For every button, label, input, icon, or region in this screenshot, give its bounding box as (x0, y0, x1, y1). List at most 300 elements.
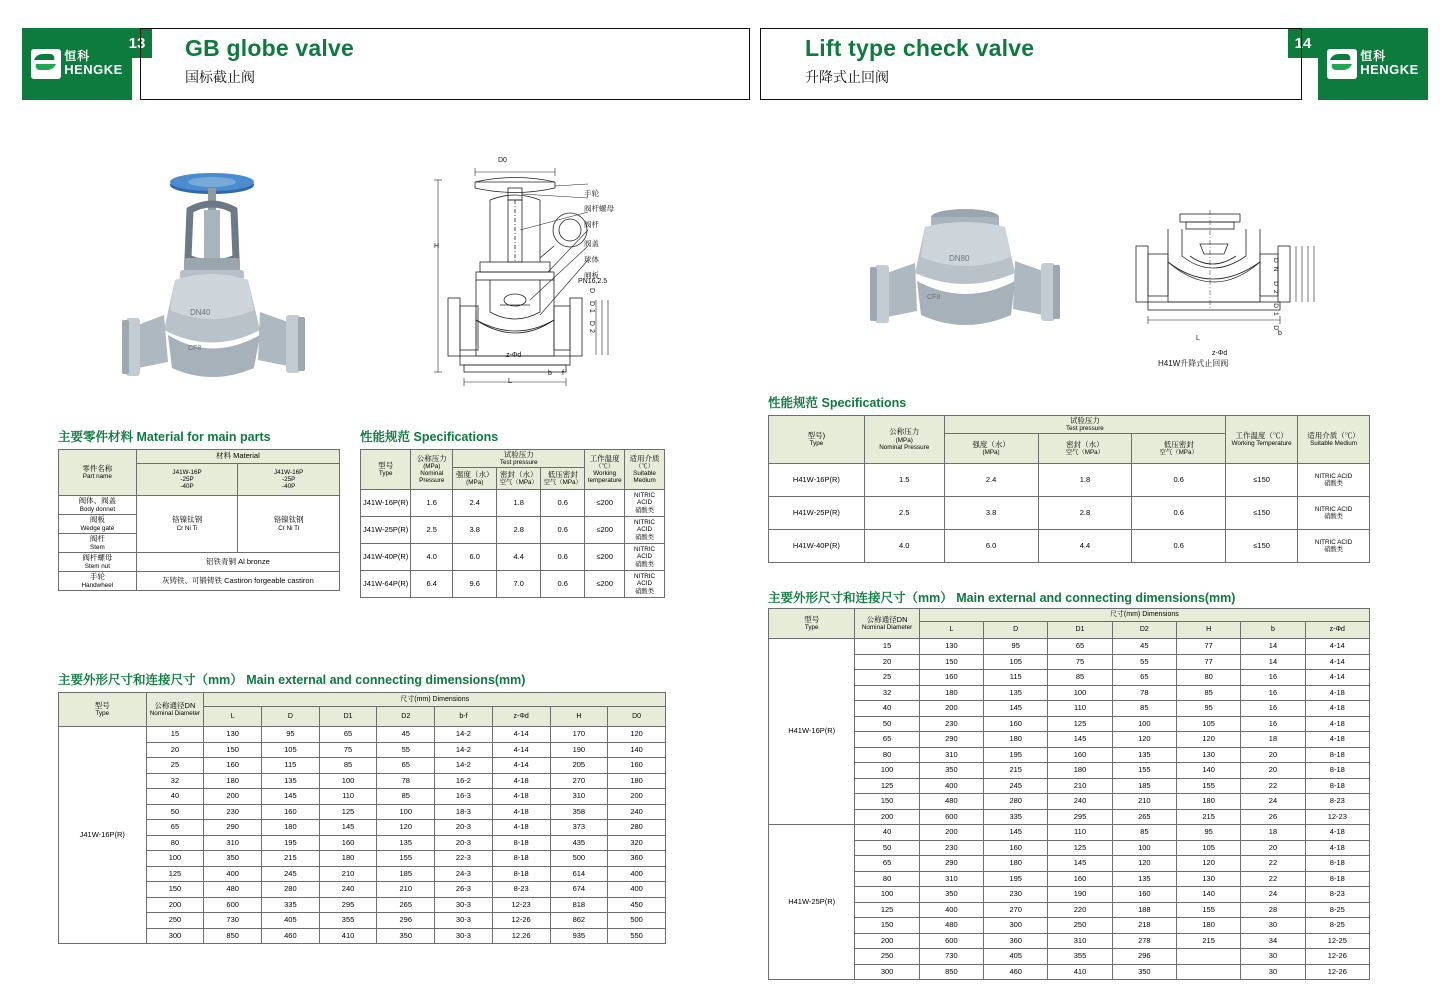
dim-subcol-D2: D2 (1112, 622, 1176, 639)
table-row (769, 887, 1370, 903)
table-row (59, 835, 666, 851)
dim-cell-value: 20 (1241, 747, 1305, 763)
dim-cell-value: 195 (984, 747, 1048, 763)
right-dim-heading-unit: （mm） (905, 591, 953, 605)
dim-cell-value: 140 (608, 742, 666, 758)
spec-cell-low: 0.6 (541, 517, 585, 544)
dim-cell-value: 145 (319, 820, 377, 836)
table-row (769, 530, 1370, 563)
spec-col-np: 公称压力 (MPa) Nominal Pressure (411, 450, 453, 490)
table-row (59, 897, 666, 913)
dim-cell-value: 155 (1176, 778, 1240, 794)
label-d-d1-d2: D D1 D2 (588, 288, 595, 336)
rspec-cell-low: 0.6 (1132, 464, 1226, 497)
dim-cell-value: 8-18 (1305, 778, 1369, 794)
material-row-wedge: 阀板 Wedge gate (59, 515, 137, 534)
dim-cell-value: 30 (1241, 949, 1305, 965)
dim-cell-value: 26 (1241, 809, 1305, 825)
label-d0: D0 (498, 157, 507, 164)
dim-cell-value: 270 (550, 773, 608, 789)
dim-cell-value: 12-26 (1305, 949, 1369, 965)
dim-cell-value: 400 (919, 902, 983, 918)
dim-cell-value: 500 (608, 913, 666, 929)
rspec-col-medium: 适用介质（℃） Suitable Medium (1298, 416, 1370, 464)
dim-cell-value: 135 (377, 835, 435, 851)
dim-cell-value: 78 (1112, 685, 1176, 701)
left-specs-table (360, 449, 665, 598)
dim-cell-value: 935 (550, 928, 608, 944)
label-right-b: b (1278, 330, 1282, 337)
dim-cell-value: 230 (984, 887, 1048, 903)
materials-table (58, 449, 340, 591)
rspec-cell-low: 0.6 (1132, 497, 1226, 530)
dim-cell-value: 8-18 (1305, 856, 1369, 872)
dim-cell-dn: 125 (146, 866, 204, 882)
label-right-zd: z-Φd (1212, 350, 1228, 357)
spec-cell-seal: 4.4 (497, 544, 541, 571)
dim-cell-value: 160 (1048, 747, 1112, 763)
spec-cell-np: 4.0 (411, 544, 453, 571)
dim-cell-value: 30 (1241, 918, 1305, 934)
rspec-cell-seal: 2.8 (1038, 497, 1132, 530)
materials-col-material: 材料 Material (136, 450, 339, 464)
dim-cell-value: 16-3 (435, 789, 493, 805)
dim-cell-value: 12-26 (492, 913, 550, 929)
left-specs-heading-cn: 性能规范 (360, 430, 411, 444)
rdim-col-dn: 公称通径DN Nominal Diameter (855, 609, 919, 639)
table-row (59, 742, 666, 758)
svg-text:CF8: CF8 (927, 294, 941, 301)
dim-cell-value: 95 (1176, 701, 1240, 717)
dim-cell-value: 20 (1241, 763, 1305, 779)
rspec-col-seal: 密封（水） 空气（MPa） (1038, 434, 1132, 464)
right-dimensions-heading (768, 588, 1235, 606)
label-h: H (434, 243, 440, 250)
dim-cell-value: 730 (204, 913, 262, 929)
spec-col-testpressure: 试验压力 Test pressure (453, 450, 585, 468)
dim-cell-dn: 50 (146, 804, 204, 820)
svg-text:DN40: DN40 (190, 308, 211, 317)
dim-cell-value: 280 (984, 794, 1048, 810)
dim-cell-value: 14-2 (435, 727, 493, 743)
dim-subcol-D1: D1 (319, 707, 377, 727)
page-number-left: 13 (122, 28, 152, 58)
dim-cell-value: 78 (377, 773, 435, 789)
dim-cell-value: 185 (377, 866, 435, 882)
dim-cell-value: 210 (1112, 794, 1176, 810)
spec-cell-np: 6.4 (411, 571, 453, 598)
dim-cell-value: 160 (319, 835, 377, 851)
dim-cell-value: 310 (204, 835, 262, 851)
dim-cell-dn: 20 (146, 742, 204, 758)
dim-cell-dn: 200 (855, 933, 919, 949)
table-row (59, 913, 666, 929)
dim-cell-dn: 125 (855, 902, 919, 918)
part-label-ball: 球体 (584, 255, 599, 264)
part-label-handwheel: 手轮 (584, 189, 599, 198)
dim-cell-dn: 40 (146, 789, 204, 805)
dim-cell-value (1176, 949, 1240, 965)
rspec-col-type: 型号) Type (769, 416, 865, 464)
table-row (59, 727, 666, 743)
dim-cell-value: 135 (262, 773, 320, 789)
dim-cell-value: 195 (262, 835, 320, 851)
dim-cell-value: 18-3 (435, 804, 493, 820)
label-zd: z-Φd (506, 352, 522, 359)
dim-cell-value: 28 (1241, 902, 1305, 918)
dim-cell-value: 180 (919, 685, 983, 701)
materials-heading (58, 427, 271, 445)
spec-col-temp: 工作温度 （℃） Working temperature (585, 450, 625, 490)
table-row (769, 871, 1370, 887)
spec-col-seal: 密封（水） 空气（MPa） (497, 468, 541, 490)
dim-cell-value: 4-18 (492, 789, 550, 805)
rspec-cell-low: 0.6 (1132, 530, 1226, 563)
right-dim-heading-cn: 主要外形尺寸和连接尺寸 (768, 591, 906, 605)
dim-cell-value: 12-23 (1305, 809, 1369, 825)
label-pn: PN16,2.5 (578, 278, 608, 285)
dim-cell-value: 4-18 (1305, 701, 1369, 717)
dim-cell-dn: 80 (146, 835, 204, 851)
dim-cell-value: 410 (1048, 964, 1112, 980)
dim-cell-value: 120 (608, 727, 666, 743)
dim-cell-value: 18 (1241, 732, 1305, 748)
spec-cell-seal: 2.8 (497, 517, 541, 544)
dim-cell-value: 160 (919, 670, 983, 686)
table-row (361, 544, 665, 571)
dim-cell-value: 180 (204, 773, 262, 789)
hengke-logo-icon-right (1327, 49, 1357, 79)
dim-cell-value: 110 (319, 789, 377, 805)
title-right-en: Lift type check valve (805, 35, 1035, 61)
dim-cell-value: 4-14 (1305, 654, 1369, 670)
dim-cell-value: 34 (1241, 933, 1305, 949)
dim-cell-value: 296 (1112, 949, 1176, 965)
dim-cell-dn: 200 (146, 897, 204, 913)
table-row (769, 856, 1370, 872)
dim-cell-value: 4-18 (492, 820, 550, 836)
spec-cell-type: J41W-64P(R) (361, 571, 411, 598)
dim-cell-dn: 150 (855, 794, 919, 810)
dim-cell-value: 120 (1112, 856, 1176, 872)
left-dimensions-heading (58, 670, 525, 688)
rspec-cell-temp: ≤150 (1226, 530, 1298, 563)
material-value-stemnut: 铝铁青铜 Al bronze (136, 553, 339, 572)
dim-cell-value: 210 (377, 882, 435, 898)
dim-cell-value: 22 (1241, 856, 1305, 872)
spec-cell-np: 1.6 (411, 490, 453, 517)
dim-cell-value: 77 (1176, 639, 1240, 655)
spec-cell-medium: NITRIC ACID 硝酸类 (625, 517, 665, 544)
dim-cell-value: 77 (1176, 654, 1240, 670)
dim-cell-value: 140 (1176, 763, 1240, 779)
table-row (769, 747, 1370, 763)
dim-cell-dn: 32 (146, 773, 204, 789)
dim-cell-value: 18 (1241, 825, 1305, 841)
dim-cell-value: 818 (550, 897, 608, 913)
dim-cell-dn: 15 (855, 639, 919, 655)
materials-model-b: J41W-16P -25P -40P (238, 464, 340, 496)
dim-cell-value: 170 (550, 727, 608, 743)
material-row-handwheel: 手轮 Handwheel (59, 572, 137, 591)
dim-cell-value: 145 (984, 825, 1048, 841)
dim-cell-value: 200 (919, 825, 983, 841)
spec-cell-type: J41W-16P(R) (361, 490, 411, 517)
spec-cell-temp: ≤200 (585, 544, 625, 571)
rspec-col-temp: 工作温度（℃） Working Temperature (1226, 416, 1298, 464)
dim-cell-value: 105 (262, 742, 320, 758)
globe-valve-line-drawing (420, 150, 680, 395)
dim-cell-value: 360 (984, 933, 1048, 949)
rspec-cell-medium: NITRIC ACID 硝酸类 (1298, 464, 1370, 497)
dim-cell-value: 105 (1176, 716, 1240, 732)
dim-cell-value: 65 (1048, 639, 1112, 655)
logo-left (22, 28, 132, 100)
dim-cell-value: 20-3 (435, 835, 493, 851)
dim-cell-value: 4-14 (492, 742, 550, 758)
dim-cell-value: 280 (608, 820, 666, 836)
dim-cell-value: 100 (1048, 685, 1112, 701)
table-row (769, 918, 1370, 934)
dim-cell-value: 16 (1241, 701, 1305, 717)
rspec-cell-strength: 6.0 (944, 530, 1038, 563)
table-row (769, 685, 1370, 701)
dim-cell-value: 500 (550, 851, 608, 867)
table-row (769, 654, 1370, 670)
label-right-dims: DN D2 D1 D (1272, 258, 1279, 335)
dim-cell-value: 30-3 (435, 897, 493, 913)
dim-cell-value: 75 (319, 742, 377, 758)
material-row-stemnut: 阀杆螺母 Stem nut (59, 553, 137, 572)
dim-cell-value: 8-25 (1305, 902, 1369, 918)
dim-cell-value: 358 (550, 804, 608, 820)
dim-cell-value: 215 (262, 851, 320, 867)
dim-cell-value (1176, 964, 1240, 980)
dim-cell-value: 300 (984, 918, 1048, 934)
dim-cell-value: 14 (1241, 639, 1305, 655)
table-row (59, 789, 666, 805)
dim-cell-dn: 65 (146, 820, 204, 836)
dim-cell-dn: 65 (855, 732, 919, 748)
part-label-bonnet: 阀盖 (584, 239, 599, 248)
spec-cell-medium: NITRIC ACID 硝酸类 (625, 544, 665, 571)
table-row (361, 490, 665, 517)
dim-subcol-D: D (984, 622, 1048, 639)
spec-col-medium: 适用介质 （℃） Suitable Medium (625, 450, 665, 490)
table-row (769, 497, 1370, 530)
table-row (769, 716, 1370, 732)
dim-cell-dn: 125 (855, 778, 919, 794)
dim-cell-value: 115 (262, 758, 320, 774)
rspec-cell-seal: 4.4 (1038, 530, 1132, 563)
dim-cell-value: 80 (1176, 670, 1240, 686)
dim-cell-dn: 150 (146, 882, 204, 898)
spec-cell-temp: ≤200 (585, 490, 625, 517)
dim-cell-value: 400 (204, 866, 262, 882)
dim-cell-value: 145 (262, 789, 320, 805)
dim-cell-value: 4-18 (1305, 825, 1369, 841)
dim-cell-value: 8-18 (1305, 871, 1369, 887)
dim-cell-value: 125 (319, 804, 377, 820)
dim-cell-value: 95 (262, 727, 320, 743)
rspec-cell-strength: 3.8 (944, 497, 1038, 530)
dim-cell-value: 230 (919, 840, 983, 856)
label-b: b (548, 370, 552, 377)
spec-cell-temp: ≤200 (585, 571, 625, 598)
dim-cell-value: 200 (204, 789, 262, 805)
table-row (769, 825, 1370, 841)
title-left-en: GB globe valve (185, 35, 354, 61)
dim-cell-type: J41W-16P(R) (59, 727, 147, 944)
dim-cell-value: 480 (919, 794, 983, 810)
title-right-cn: 升降式止回阀 (805, 69, 889, 85)
dim-cell-value: 8-18 (1305, 763, 1369, 779)
dim-cell-value: 850 (204, 928, 262, 944)
dim-subcol-H: H (1176, 622, 1240, 639)
table-row (769, 670, 1370, 686)
dim-cell-value: 450 (608, 897, 666, 913)
rspec-cell-temp: ≤150 (1226, 497, 1298, 530)
dim-cell-value: 8-25 (1305, 918, 1369, 934)
dim-cell-value: 130 (1176, 871, 1240, 887)
spec-cell-type: J41W-25P(R) (361, 517, 411, 544)
dim-cell-dn: 25 (146, 758, 204, 774)
material-value-b: 铬镍钛钢 Cr Ni Ti (238, 496, 340, 553)
rspec-cell-np: 1.5 (864, 464, 944, 497)
dim-subcol-bf: b-f (435, 707, 493, 727)
dim-subcol-zd: z-Φd (1305, 622, 1369, 639)
dim-cell-value: 8-23 (1305, 887, 1369, 903)
check-valve-line-drawing (1110, 200, 1330, 360)
table-row (59, 866, 666, 882)
dim-cell-value: 190 (1048, 887, 1112, 903)
dim-cell-value: 290 (919, 856, 983, 872)
dim-cell-value: 4-14 (492, 727, 550, 743)
dim-cell-dn: 80 (855, 871, 919, 887)
dim-cell-value: 24 (1241, 794, 1305, 810)
dim-cell-value: 95 (1176, 825, 1240, 841)
rspec-col-lowseal: 低压密封 空气（MPa） (1132, 434, 1226, 464)
dim-cell-value: 22 (1241, 871, 1305, 887)
svg-text:CF8: CF8 (188, 345, 202, 352)
spec-cell-low: 0.6 (541, 544, 585, 571)
dim-cell-value: 4-18 (1305, 716, 1369, 732)
hengke-logo-icon (31, 49, 61, 79)
dim-cell-value: 350 (919, 887, 983, 903)
rspec-col-np: 公称压力 (MPa) Nominal Pressure (864, 416, 944, 464)
dim-cell-value: 105 (1176, 840, 1240, 856)
dim-cell-value: 550 (608, 928, 666, 944)
spec-cell-medium: NITRIC ACID 硝酸类 (625, 571, 665, 598)
dim-cell-value: 674 (550, 882, 608, 898)
dim-cell-value: 200 (919, 701, 983, 717)
dim-cell-value: 12-26 (1305, 964, 1369, 980)
dim-cell-value: 335 (262, 897, 320, 913)
material-row-body: 阀体、阀盖 Body donnet (59, 496, 137, 515)
dim-cell-value: 4-18 (1305, 840, 1369, 856)
dim-cell-value: 350 (919, 763, 983, 779)
dim-cell-value: 100 (1112, 840, 1176, 856)
dim-cell-dn: 15 (146, 727, 204, 743)
dim-cell-value: 245 (262, 866, 320, 882)
dim-cell-value: 145 (1048, 732, 1112, 748)
left-dim-heading-en: Main external and connecting dimensions(mm) (246, 673, 526, 687)
dim-cell-value: 160 (984, 840, 1048, 856)
dim-cell-value: 160 (984, 716, 1048, 732)
dim-cell-value: 185 (1112, 778, 1176, 794)
table-row (769, 794, 1370, 810)
dim-cell-value: 105 (984, 654, 1048, 670)
dim-cell-value: 145 (984, 701, 1048, 717)
dim-cell-value: 65 (1112, 670, 1176, 686)
left-dim-heading-unit: （mm） (195, 673, 243, 687)
dim-cell-dn: 200 (855, 809, 919, 825)
spec-cell-low: 0.6 (541, 571, 585, 598)
dim-cell-value: 320 (608, 835, 666, 851)
rspec-cell-medium: NITRIC ACID 硝酸类 (1298, 497, 1370, 530)
dim-cell-value: 85 (1112, 701, 1176, 717)
table-row (59, 758, 666, 774)
dim-cell-value: 180 (319, 851, 377, 867)
table-row (769, 840, 1370, 856)
dim-cell-value: 296 (377, 913, 435, 929)
rspec-col-strength: 强度（水） (MPa) (944, 434, 1038, 464)
spec-cell-np: 2.5 (411, 517, 453, 544)
dim-cell-value: 335 (984, 809, 1048, 825)
dim-cell-value: 85 (377, 789, 435, 805)
table-row (59, 928, 666, 944)
dim-cell-value: 360 (608, 851, 666, 867)
logo-cn-text-right: 恒科 (1360, 48, 1387, 63)
table-row (361, 571, 665, 598)
dim-cell-value: 100 (1112, 716, 1176, 732)
dim-cell-value: 373 (550, 820, 608, 836)
dim-cell-value: 160 (1112, 887, 1176, 903)
dim-cell-value: 95 (984, 639, 1048, 655)
dim-cell-value: 850 (919, 964, 983, 980)
dim-cell-value: 215 (984, 763, 1048, 779)
right-specs-heading-en: Specifications (821, 396, 907, 410)
dim-cell-value: 55 (377, 742, 435, 758)
dim-cell-value: 350 (377, 928, 435, 944)
rspec-cell-type: H41W-25P(R) (769, 497, 865, 530)
dim-cell-value: 160 (1048, 871, 1112, 887)
dim-cell-value: 100 (319, 773, 377, 789)
dim-cell-value: 45 (1112, 639, 1176, 655)
dim-cell-type: H41W-25P(R) (769, 825, 855, 980)
dim-cell-value: 155 (1176, 902, 1240, 918)
dim-cell-value: 16 (1241, 685, 1305, 701)
dim-cell-value: 145 (1048, 856, 1112, 872)
globe-valve-photo (120, 140, 360, 390)
table-row (769, 809, 1370, 825)
dim-cell-value: 30-3 (435, 928, 493, 944)
svg-text:DN80: DN80 (949, 254, 970, 263)
dim-cell-value: 355 (319, 913, 377, 929)
label-l: L (508, 378, 512, 385)
dim-cell-dn: 100 (855, 887, 919, 903)
dim-col-type: 型号 Type (59, 693, 147, 727)
dim-cell-value: 405 (262, 913, 320, 929)
dim-cell-value: 215 (1176, 933, 1240, 949)
dim-cell-value: 4-18 (492, 804, 550, 820)
table-row (769, 763, 1370, 779)
label-f: f (562, 370, 564, 377)
dim-cell-value: 16-2 (435, 773, 493, 789)
label-right-l: L (1196, 335, 1200, 342)
rdim-col-type: 型号 Type (769, 609, 855, 639)
dim-cell-type: H41W-16P(R) (769, 639, 855, 825)
